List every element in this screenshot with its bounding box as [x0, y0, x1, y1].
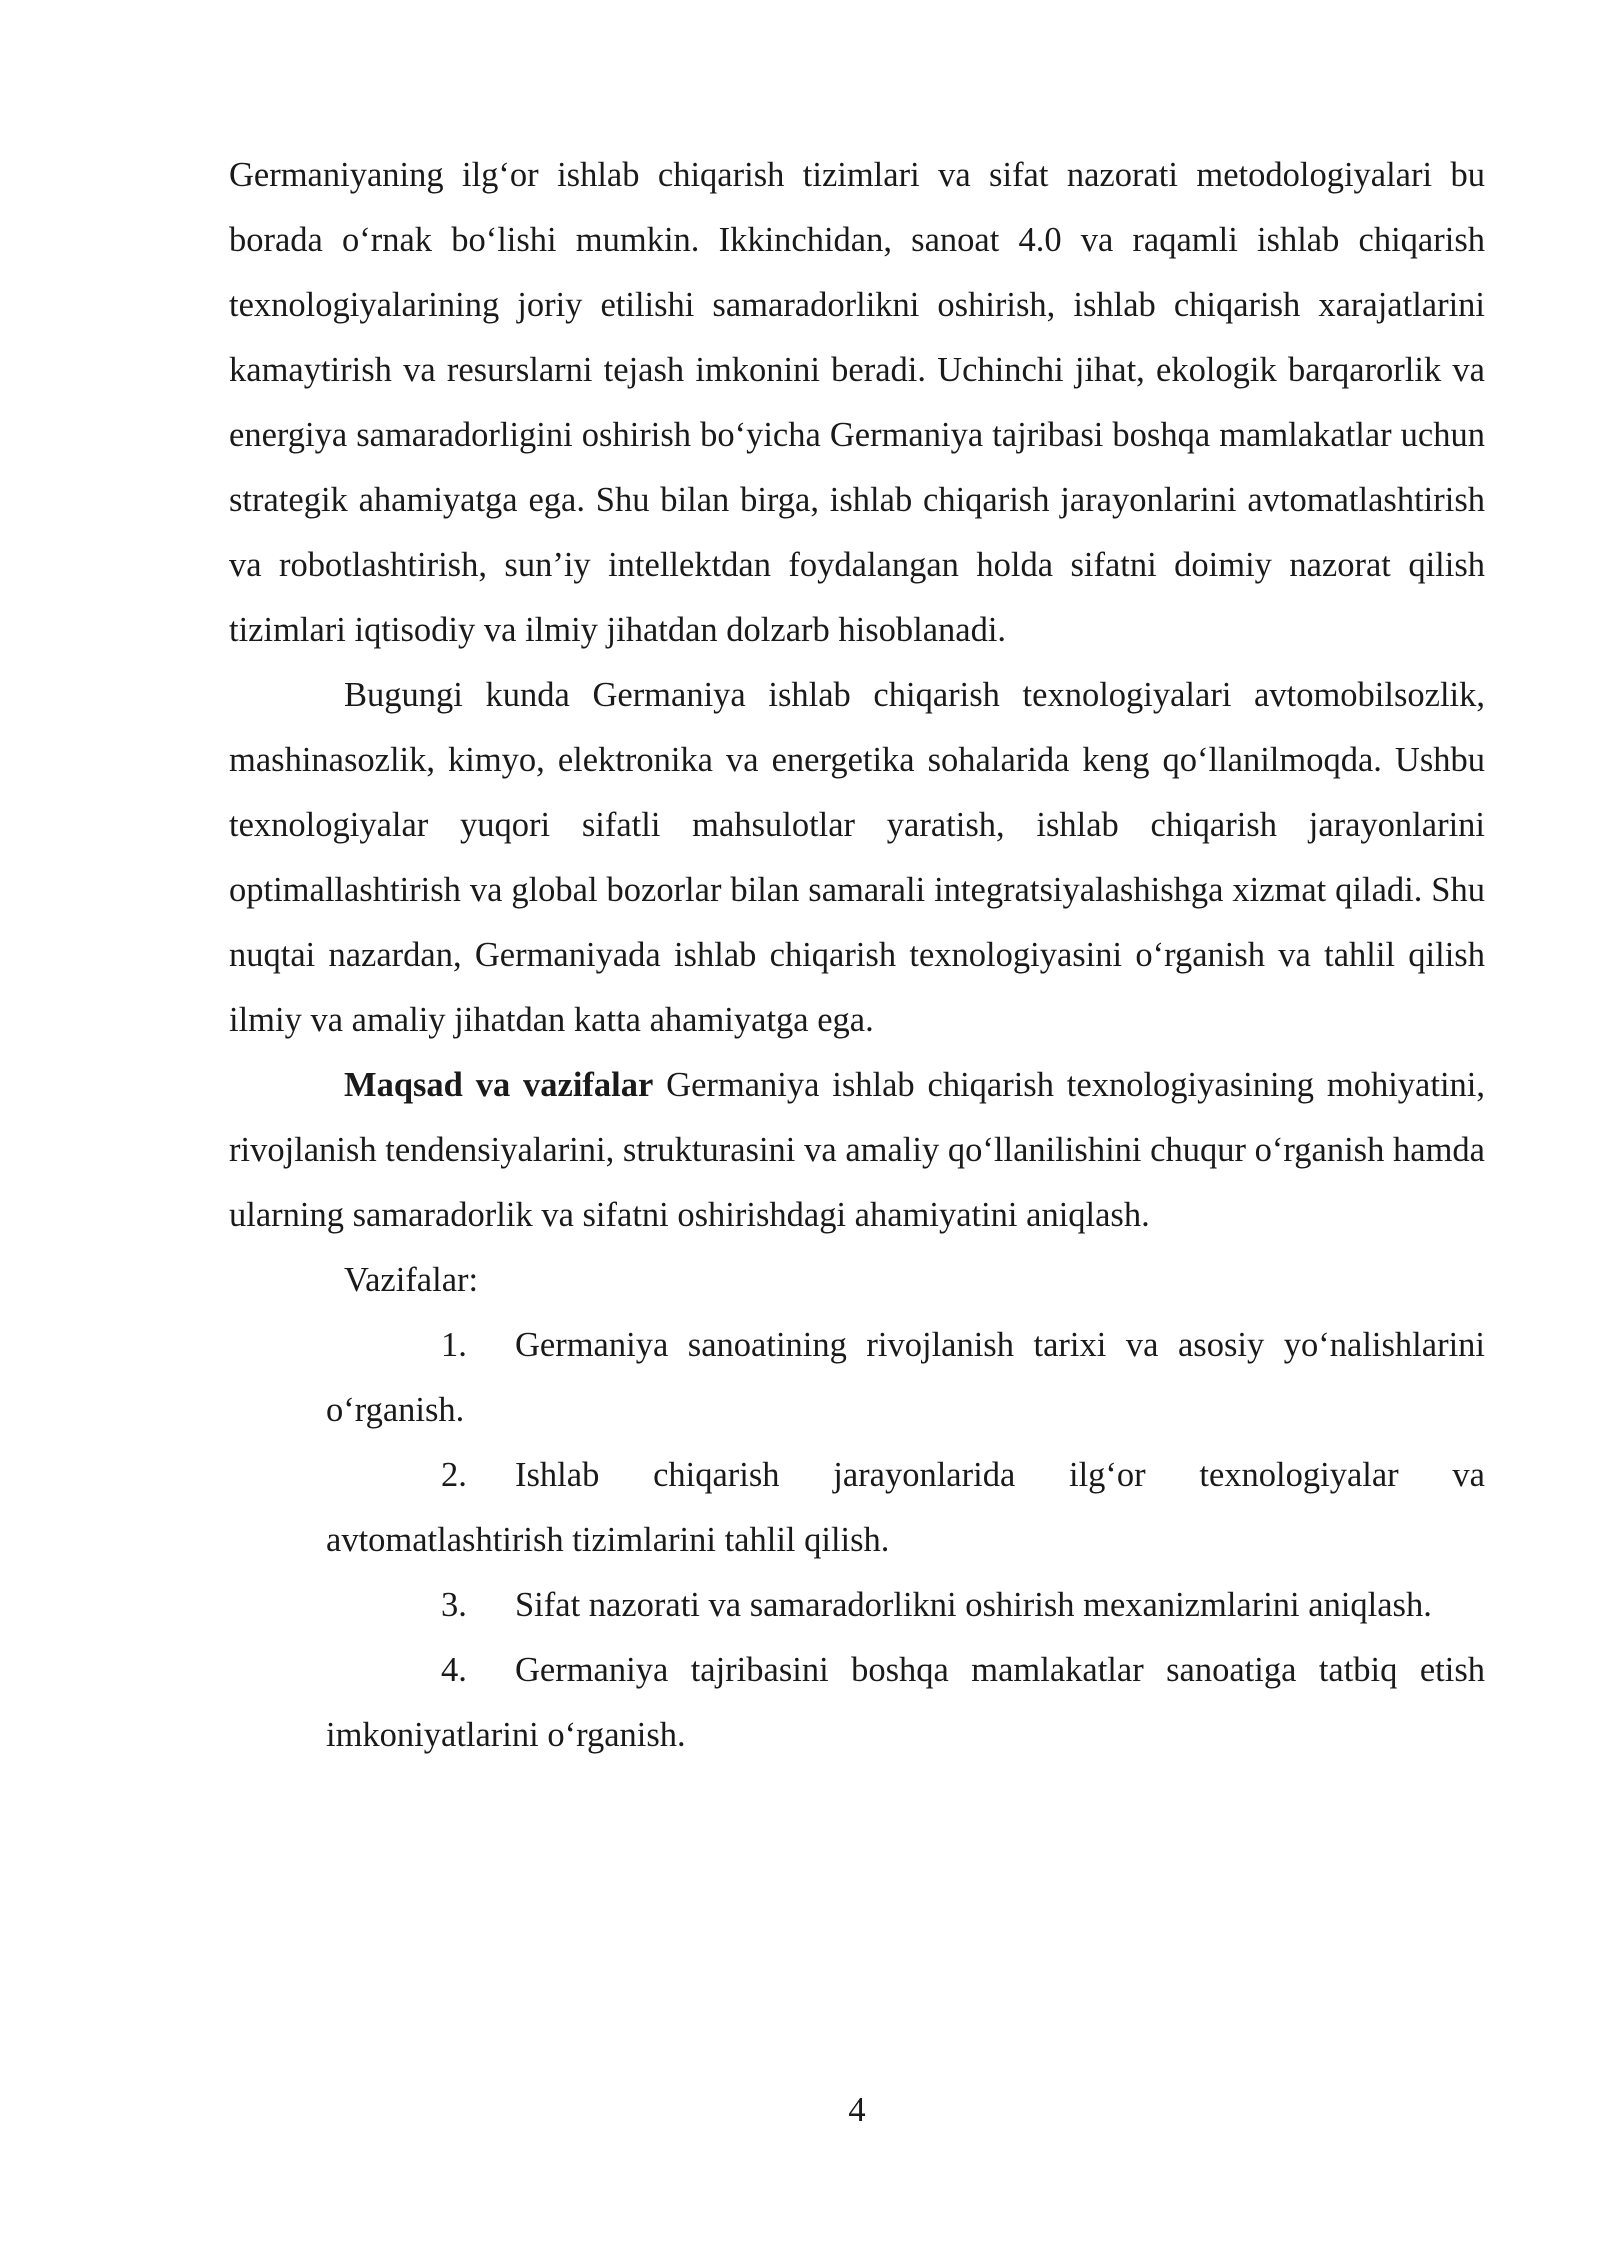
goals-text: Germaniya ishlab chiqarish texnologiyasining mohiyatini, rivojlanish tendensiyalarini, strukturasini va amaliy qo‘llanilishini chuqur o‘rganish hamda ularning samaradorlik va sifatni oshirishdagi ahamiyatini aniqlash.: [229, 1066, 1485, 1234]
task-number: 2.: [441, 1456, 467, 1494]
task-item: [326, 1313, 1485, 1443]
task-number: 1.: [441, 1326, 467, 1364]
task-number: 4.: [441, 1651, 467, 1689]
task-item: [326, 1443, 1485, 1573]
task-text: Sifat nazorati va samaradorlikni oshirish mexanizmlarini aniqlash.: [515, 1586, 1432, 1624]
goals-heading: Maqsad va vazifalar: [344, 1066, 654, 1104]
paragraph-current-state: Bugungi kunda Germaniya ishlab chiqarish texnologiyalari avtomobilsozlik, mashinasozlik, kimyo, elektronika va energetika sohalarida keng qo‘llanilmoqda. Ushbu texnologiyalar yuqori sifatli mahsulotlar yaratish, ishlab chiqarish jarayonlarini optimallashtirish va global bozorlar bilan samarali integratsiyalashishga xizmat qiladi. Shu nuqtai nazardan, Germaniyada ishlab chiqarish texnologiyasini o‘rganish va tahlil qilish ilmiy va amaliy jihatdan katta ahamiyatga ega.: [229, 676, 1485, 1039]
task-text: Germaniya tajribasini boshqa mamlakatlar sanoatiga tatbiq etish imkoniyatlarini o‘rganish.: [326, 1651, 1485, 1754]
task-text: Germaniya sanoatining rivojlanish tarixi va asosiy yo‘nalishlarini o‘rganish.: [326, 1326, 1485, 1429]
document-page: [229, 143, 1485, 1768]
page-number: 4: [848, 2091, 866, 2129]
paragraph-intro: Germaniyaning ilg‘or ishlab chiqarish tizimlari va sifat nazorati metodologiyalari bu borada o‘rnak bo‘lishi mumkin. Ikkinchidan, sanoat 4.0 va raqamli ishlab chiqarish texnologiyalarining joriy etilishi samaradorlikni oshirish, ishlab chiqarish xarajatlarini kamaytirish va resurslarni tejash imkonini beradi. Uchinchi jihat, ekologik barqarorlik va energiya samaradorligini oshirish bo‘yicha Germaniya tajribasi boshqa mamlakatlar uchun strategik ahamiyatga ega. Shu bilan birga, ishlab chiqarish jarayonlarini avtomatlashtirish va robotlashtirish, sun’iy intellektdan foydalangan holda sifatni doimiy nazorat qilish tizimlari iqtisodiy va ilmiy jihatdan dolzarb hisoblanadi.: [229, 156, 1485, 649]
tasks-heading: Vazifalar:: [344, 1261, 479, 1299]
task-number: 3.: [441, 1586, 467, 1624]
task-item: [326, 1638, 1485, 1768]
paragraph-goals: [229, 1053, 1485, 1248]
task-text: Ishlab chiqarish jarayonlarida ilg‘or texnologiyalar va avtomatlashtirish tizimlarini tahlil qilish.: [326, 1456, 1485, 1559]
task-item: [326, 1573, 1485, 1638]
